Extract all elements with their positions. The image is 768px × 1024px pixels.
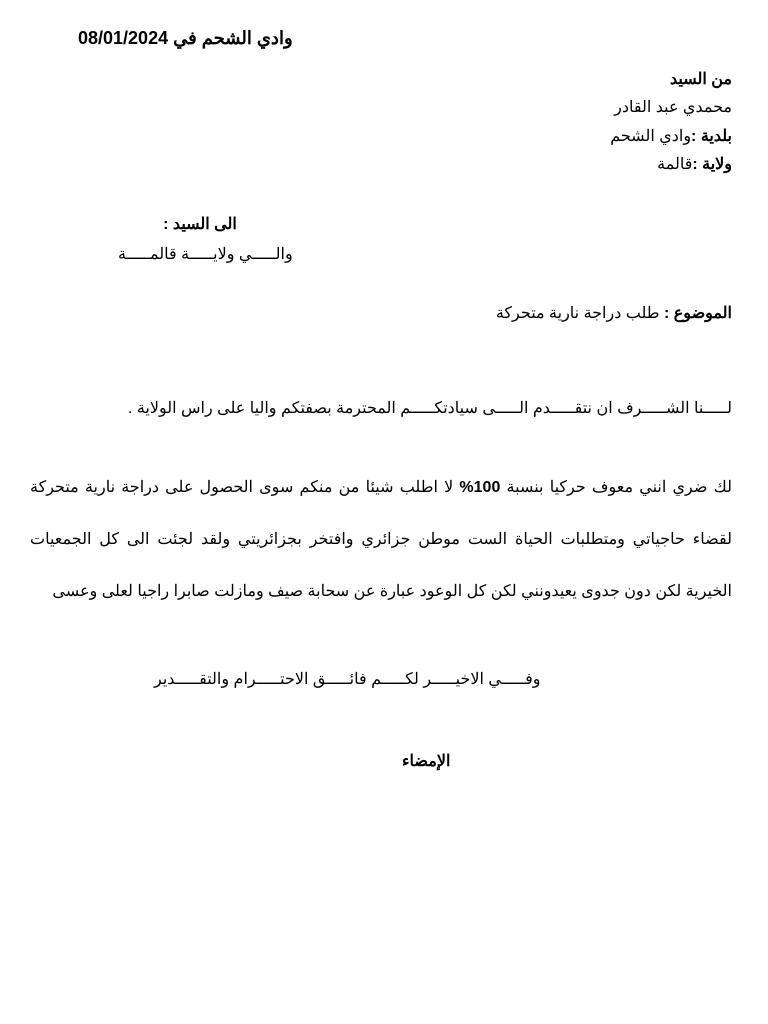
- letter-place-date: وادي الشحم في 08/01/2024: [78, 28, 293, 48]
- sender-title: من السيد: [669, 71, 732, 88]
- recipient-name: والـــــي ولايـــــة قالمـــــة: [118, 246, 293, 263]
- sender-municipality-value: وادي الشحم: [610, 128, 692, 145]
- body-paragraph-2: [30, 462, 732, 618]
- recipient-title: الى السيد :: [163, 216, 237, 233]
- signature-label: الإمضاء: [402, 753, 451, 770]
- sender-province-label: ولاية :: [692, 156, 732, 173]
- subject-label: الموضوع :: [663, 305, 732, 322]
- sender-province-value: قالمة: [657, 156, 693, 173]
- body-paragraph-2-start: لك ضري انني معوف حركيا بنسبة: [500, 479, 733, 496]
- sender-name: محمدي عبد القادر: [614, 99, 732, 116]
- sender-municipality: [610, 127, 732, 147]
- sender-municipality-label: بلدية :: [691, 128, 732, 145]
- sender-province: [657, 155, 732, 175]
- disability-percentage: 100%: [459, 479, 501, 496]
- subject-text: طلب دراجة نارية متحركة: [495, 305, 660, 322]
- closing-line: وفـــــي الاخيـــــر لكـــــم فائـــــق الاحتـــــرام والتقـــــدير: [154, 671, 541, 688]
- body-paragraph-2-end: لا اطلب شيئا من منكم سوى الحصول على دراجة نارية متحركة لقضاء حاجياتي ومتطلبات الحياة الست موطن جزائري وافتخر بجزائريتي ولقد لجئت الى كل الجمعيات الخيرية لكن دون جدوى يعيدونني لكن كل الوعود عبارة عن سحابة صيف ومازلت صابرا راجيا لعلى وعسى: [30, 479, 732, 600]
- body-paragraph-1: لـــــنا الشـــــرف ان نتقـــــدم الـــــى سيادتكـــــم المحترمة بصفتكم واليا على راس الولاية .: [127, 400, 732, 417]
- letter-subject: [496, 304, 732, 324]
